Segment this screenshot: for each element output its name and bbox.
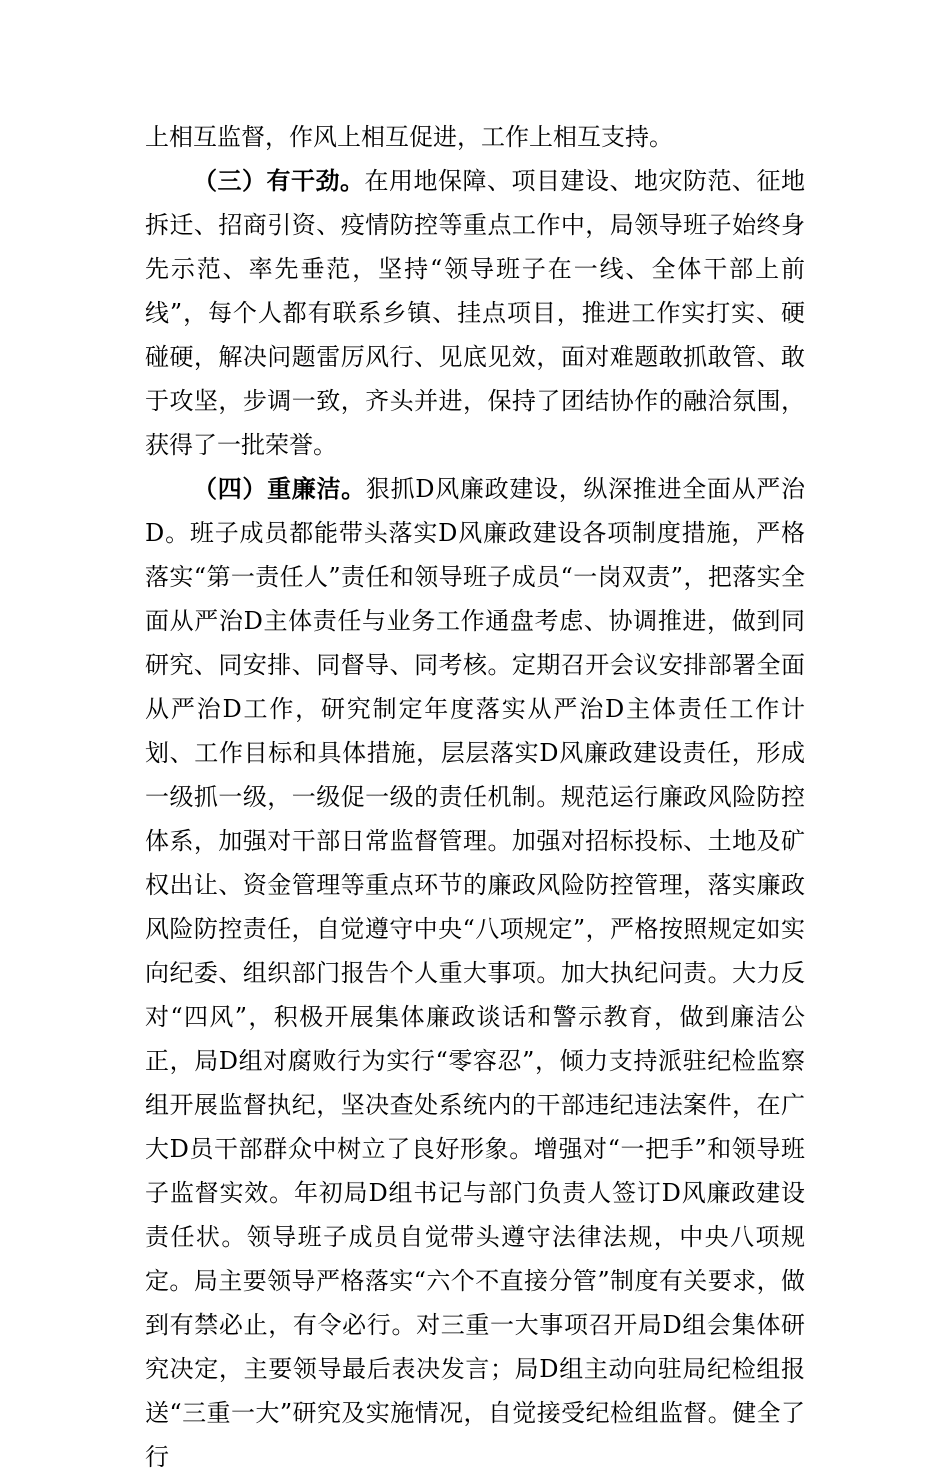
- paragraph-zhong-lian-jie: [145, 467, 805, 1479]
- section-heading-san: （三）有干劲。: [193, 167, 365, 195]
- document-body: [145, 115, 805, 1479]
- paragraph-text: 在用地保障、项目建设、地灾防范、征地拆迁、招商引资、疫情防控等重点工作中，局领导班子始终身先示范、率先垂范，坚持“领导班子在一线、全体干部上前线”，每个人都有联系乡镇、挂点项目，推进工作实打实、硬碰硬，解决问题雷厉风行、见底见效，面对难题敢抓敢管、敢于攻坚，步调一致，齐头并进，保持了团结协作的融洽氛围，获得了一批荣誉。: [145, 167, 805, 459]
- paragraph-text: 上相互监督，作风上相互促进，工作上相互支持。: [145, 123, 673, 151]
- paragraph-you-gan-jin: [145, 159, 805, 467]
- section-heading-si: （四）重廉洁。: [193, 475, 366, 503]
- paragraph-text: 狠抓D风廉政建设，纵深推进全面从严治D。班子成员都能带头落实D风廉政建设各项制度措施，严格落实“第一责任人”责任和领导班子成员“一岗双责”，把落实全面从严治D主体责任与业务工作通盘考虑、协调推进，做到同研究、同安排、同督导、同考核。定期召开会议安排部署全面从严治D工作，研究制定年度落实从严治D主体责任工作计划、工作目标和具体措施，层层落实D风廉政建设责任，形成一级抓一级，一级促一级的责任机制。规范运行廉政风险防控体系，加强对干部日常监督管理。加强对招标投标、土地及矿权出让、资金管理等重点环节的廉政风险防控管理，落实廉政风险防控责任，自觉遵守中央“八项规定”，严格按照规定如实向纪委、组织部门报告个人重大事项。加大执纪问责。大力反对“四风”，积极开展集体廉政谈话和警示教育，做到廉洁公正，局D组对腐败行为实行“零容忍”，倾力支持派驻纪检监察组开展监督执纪，坚决查处系统内的干部违纪违法案件，在广大D员干部群众中树立了良好形象。增强对“一把手”和领导班子监督实效。年初局D组书记与部门负责人签订D风廉政建设责任状。领导班子成员自觉带头遵守法律法规，中央八项规定。局主要领导严格落实“六个不直接分管”制度有关要求，做到有禁必止，有令必行。对三重一大事项召开局D组会集体研究决定，主要领导最后表决发言；局D组主动向驻局纪检组报送“三重一大”研究及实施情况，自觉接受纪检组监督。健全了行: [145, 475, 805, 1471]
- paragraph-continuation: [145, 115, 805, 159]
